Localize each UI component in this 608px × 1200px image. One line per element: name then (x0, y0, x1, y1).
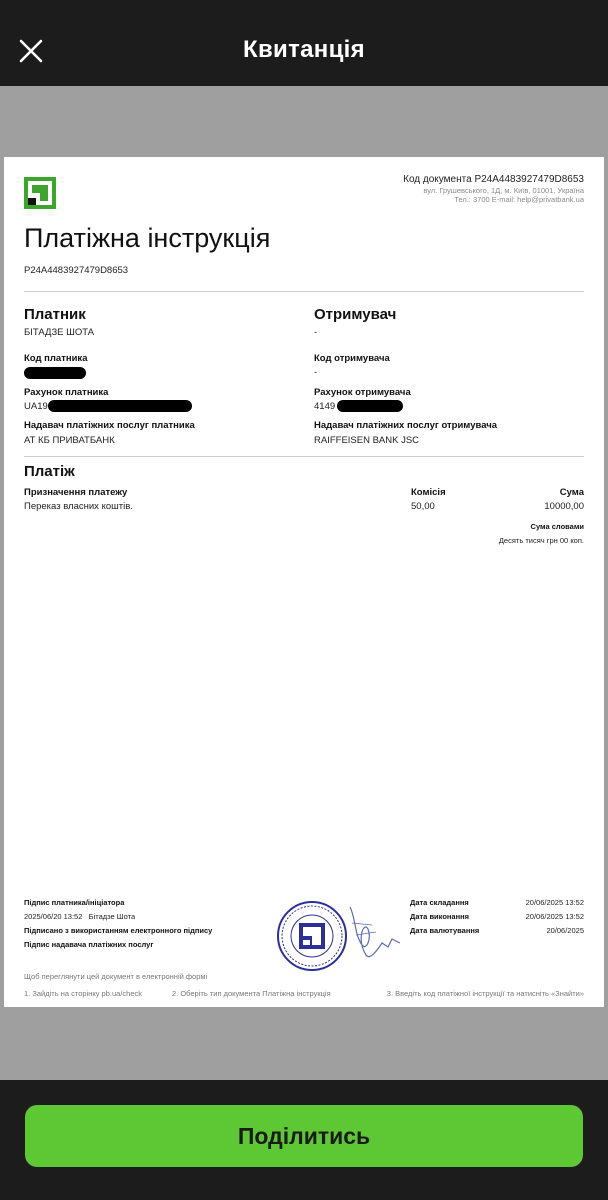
recipient-account-redacted (337, 400, 403, 412)
check-step-3: 3. Введіть код платіжної інструкції та натисніть «Знайти» (386, 989, 584, 998)
recipient-provider: RAIFFEISEN BANK JSC (314, 435, 420, 446)
payer-account: UA19 (24, 401, 48, 412)
recipient-heading: Отримувач (314, 306, 397, 323)
amount-value: 10000,00 (544, 501, 584, 512)
fee-label: Комісія (411, 487, 446, 498)
date-created: 20/06/2025 13:52 (525, 898, 584, 907)
recipient-account-label: Рахунок отримувача (314, 387, 411, 398)
signature-label: Підпис платника/ініціатора (24, 898, 125, 907)
signature-icon (342, 899, 402, 969)
signature-value: 2025/06/20 13:52 Бітадзе Шота (24, 912, 136, 921)
payment-purpose-label: Призначення платежу (24, 487, 128, 498)
document-number: P24A4483927479D8653 (24, 265, 129, 276)
date-value-label: Дата валютування (410, 926, 480, 935)
payer-heading: Платник (24, 306, 86, 323)
date-value: 20/06/2025 (546, 926, 584, 935)
recipient-account: 4149 (314, 401, 336, 412)
date-executed-label: Дата виконання (410, 912, 470, 921)
payer-account-label: Рахунок платника (24, 387, 109, 398)
divider (24, 291, 584, 292)
payer-code-redacted (24, 367, 86, 379)
bank-address: вул. Грушевського, 1Д, м. Київ, 01001, Україна (423, 186, 584, 195)
receipt-document (4, 157, 604, 1007)
recipient-name: - (314, 327, 318, 338)
payer-code-label: Код платника (24, 353, 88, 364)
payer-provider: АТ КБ ПРИВАТБАНК (24, 435, 115, 446)
screen-title: Квитанція (243, 36, 365, 63)
check-step-2: 2. Оберіть тип документа Платіжна інструкція (172, 989, 331, 998)
divider (24, 456, 584, 457)
bottom-bar (0, 1080, 608, 1200)
document-code: Код документа P24A4483927479D8653 (403, 174, 584, 185)
payer-provider-label: Надавач платіжних послуг платника (24, 420, 195, 431)
payment-purpose: Переказ власних коштів. (24, 501, 133, 512)
document-title: Платіжна інструкція (24, 223, 271, 253)
date-created-label: Дата складання (410, 898, 469, 907)
date-executed: 20/06/2025 13:52 (525, 912, 584, 921)
fee-value: 50,00 (411, 501, 435, 512)
provider-signature-label: Підпис надавача платіжних послуг (24, 940, 154, 949)
bank-contacts: Тел.: 3700 E-mail: help@privatbank.ua (454, 195, 584, 204)
amount-label: Сума (559, 487, 584, 498)
check-step-1: 1. Зайдіть на сторінку pb.ua/check (24, 989, 142, 998)
bank-stamp-icon (276, 900, 348, 972)
amount-words-label: Сума словами (530, 522, 584, 531)
top-bar (0, 0, 608, 86)
check-hint: Щоб переглянути цей документ в електронній формі (24, 972, 208, 981)
recipient-provider-label: Надавач платіжних послуг отримувача (314, 420, 498, 431)
signed-electronic: Підписано з використанням електронного підпису (24, 926, 213, 935)
payer-account-redacted (48, 400, 192, 412)
privatbank-logo-icon (24, 177, 56, 209)
recipient-code: - (314, 367, 318, 378)
share-button[interactable]: Поділитись (25, 1105, 583, 1167)
amount-words: Десять тисяч грн 00 коп. (498, 536, 584, 545)
recipient-code-label: Код отримувача (314, 353, 390, 364)
payment-heading: Платіж (24, 463, 75, 480)
payer-name: БІТАДЗЕ ШОТА (24, 327, 95, 338)
